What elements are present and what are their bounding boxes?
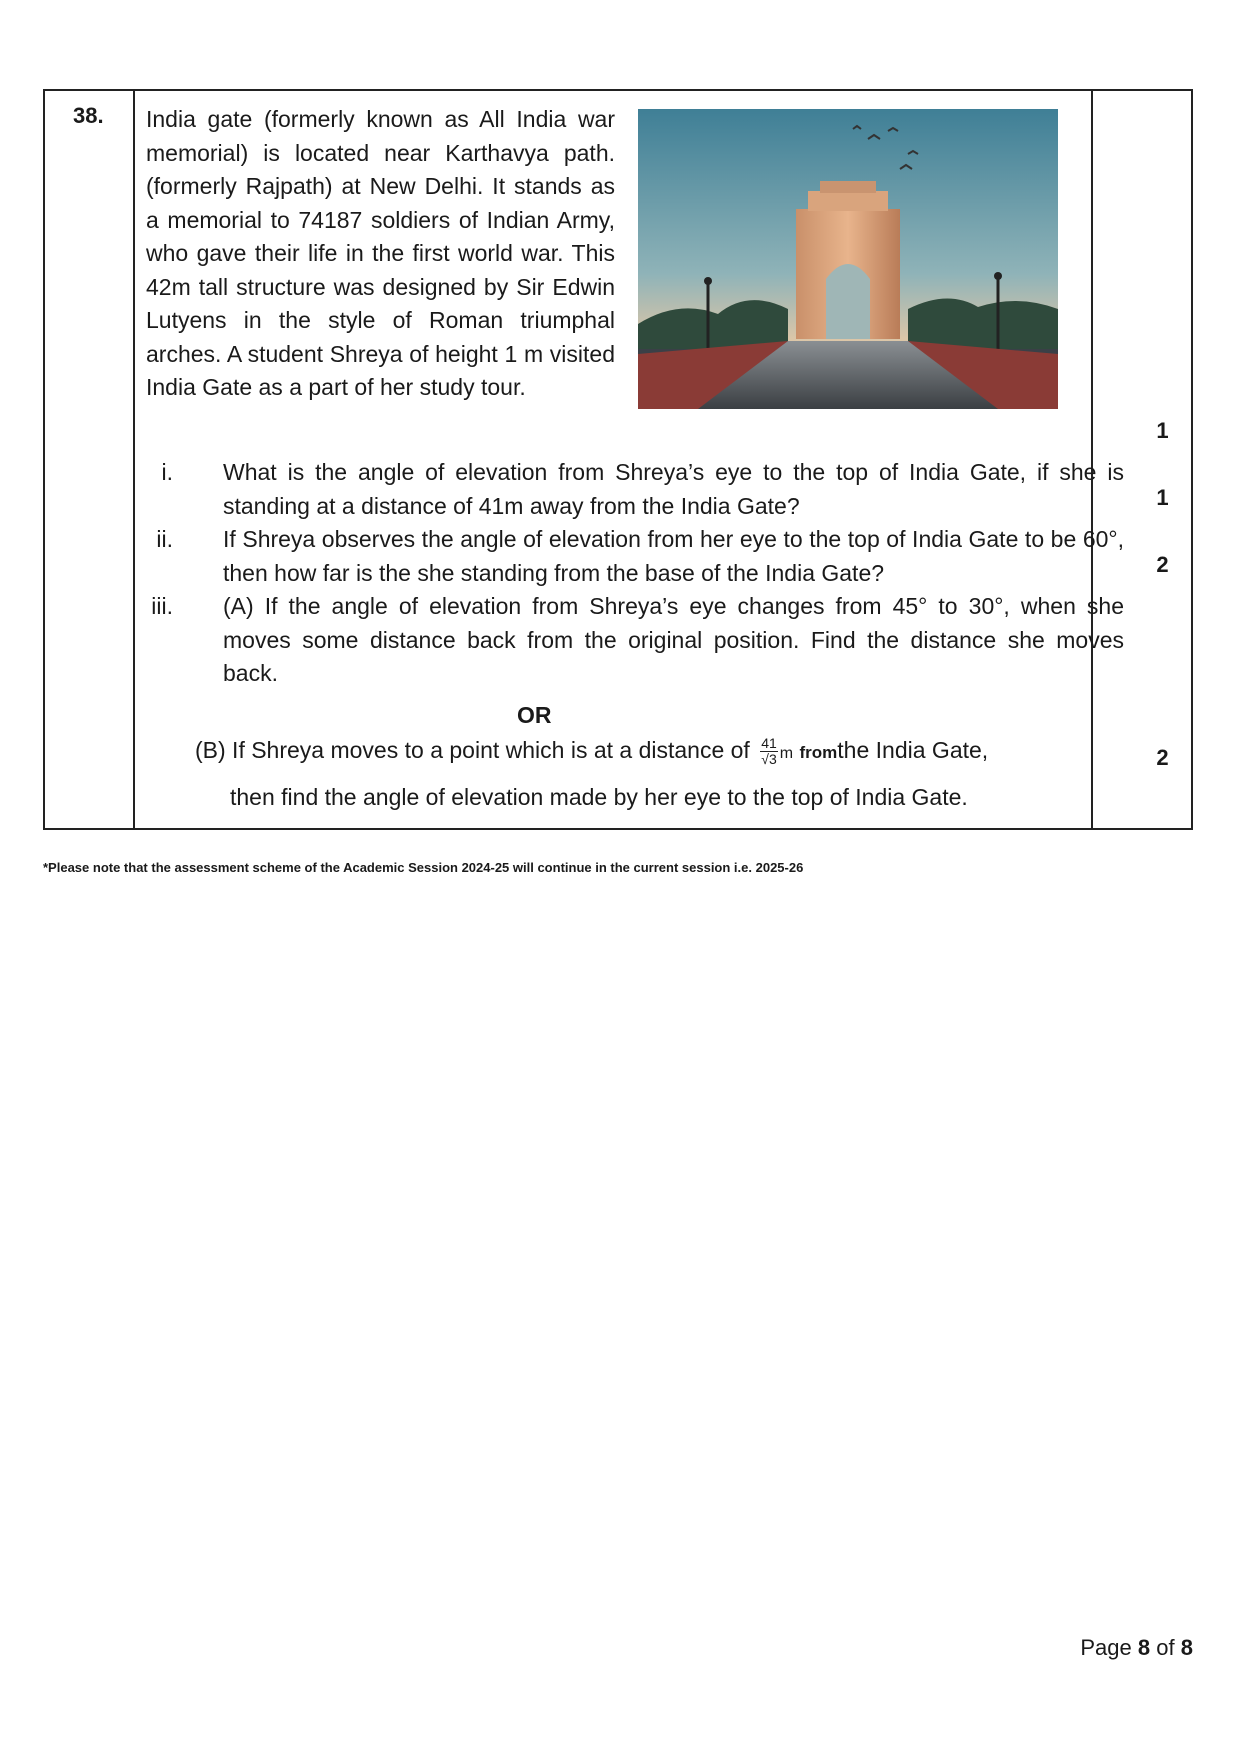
marks-value: 2 <box>1156 745 1169 770</box>
marks-value: 2 <box>1156 552 1169 577</box>
or-label: OR <box>517 702 552 728</box>
question-table <box>43 89 1193 830</box>
part-numeral: iii. <box>151 593 173 619</box>
question-intro: India gate (formerly known as All India war memorial) is located near Karthavya path. (formerly Rajpath) at New Delhi. It stands as a memorial to 74187 soldiers of Indian Army, who gave their life in the first world war. This 42m tall structure was designed by Sir Edwin Lutyens in the style of Roman triumphal arches. A student Shreya of height 1 m visited India Gate as a part of her study tour. <box>146 106 615 400</box>
part-b-line2: then find the angle of elevation made by her eye to the top of India Gate. <box>230 784 968 810</box>
marks-value: 1 <box>1156 418 1169 443</box>
part-numeral: i. <box>161 459 173 485</box>
unit: m <box>779 745 794 762</box>
india-gate-photo <box>638 109 1058 409</box>
part-text: If Shreya observes the angle of elevation from her eye to the top of India Gate to be 60°, then how far is the she standing from the base of the India Gate? <box>223 526 1124 586</box>
assessment-note: *Please note that the assessment scheme of the Academic Session 2024-25 will continue in the current session i.e. 2025-26 <box>43 860 804 875</box>
of-word: of <box>1156 1635 1175 1660</box>
page-footer <box>1080 1635 1193 1661</box>
page-word: Page <box>1080 1635 1132 1660</box>
question-number: 38. <box>73 103 104 128</box>
fraction-denominator: √3 <box>761 751 777 768</box>
part-text: (A) If the angle of elevation from Shreya’s eye changes from 45° to 30°, when she moves some distance back from the original position. Find the distance she moves back. <box>223 593 1124 686</box>
marks-value: 1 <box>1156 485 1169 510</box>
part-b-text-before: (B) If Shreya moves to a point which is at a distance of <box>195 737 750 763</box>
part-b-text-after: the India Gate, <box>837 737 989 763</box>
part-b-line1 <box>195 734 1125 771</box>
page-current: 8 <box>1137 1635 1151 1660</box>
fraction <box>760 736 778 767</box>
page-total: 8 <box>1180 1635 1193 1660</box>
part-numeral: ii. <box>156 526 173 552</box>
part-text: What is the angle of elevation from Shreya’s eye to the top of India Gate, if she is standing at a distance of 41m away from the India Gate? <box>223 459 1124 519</box>
fraction-numerator: 41 <box>761 735 777 752</box>
from-word: from <box>799 743 838 762</box>
